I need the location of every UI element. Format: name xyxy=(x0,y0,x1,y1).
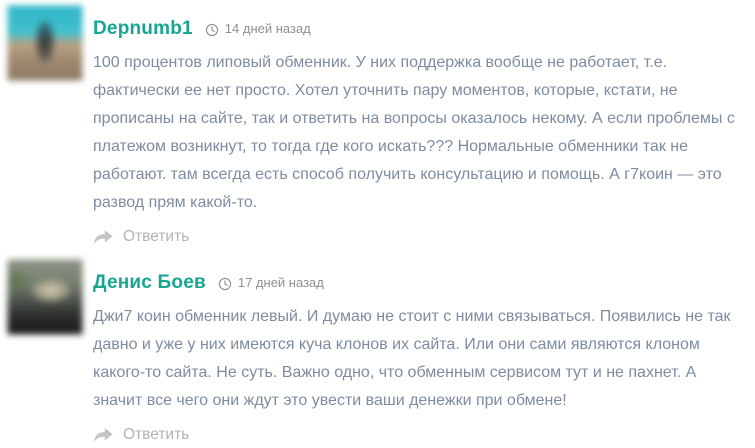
comment-author[interactable]: Depnumb1 xyxy=(93,18,193,39)
comment-time-text: 14 дней назад xyxy=(224,21,311,36)
reply-arrow-icon xyxy=(93,427,114,443)
clock-icon xyxy=(205,22,219,36)
comment-timestamp xyxy=(205,18,311,40)
comment-body xyxy=(93,12,745,250)
comment-timestamp xyxy=(218,272,324,294)
comment xyxy=(14,12,745,250)
reply-button[interactable] xyxy=(93,226,189,248)
avatar-photo xyxy=(8,260,83,335)
comment-time-text: 17 дней назад xyxy=(237,275,324,290)
comment-author[interactable]: Денис Боев xyxy=(93,272,206,293)
avatar[interactable] xyxy=(14,12,76,74)
comment-body xyxy=(93,266,745,448)
comment-text: 100 процентов липовый обменник. У них поддержка вообще не работает, т.е. фактически ее нет просто. Хотел уточнить пару моментов, которые, кстати, не прописаны на сайте, так и ответить на вопросы оказалось некому. А если проблемы с платежом возникнут, то тогда где кого искать??? Нормальные обменники так не работают. там всегда есть способ получить консультацию и помощь. А г7коин — это развод прям какой-то. xyxy=(93,54,735,211)
comment-text: Джи7 коин обменник левый. И думаю не стоит с ними связываться. Появились не так давно и уже у них имеются куча клонов их сайта. Или они сами являются клоном какого-то сайта. Не суть. Важно одно, что обменным сервисом тут и не пахнет. А значит все чего они ждут это увести ваши денежки при обмене! xyxy=(93,308,731,409)
reply-button[interactable] xyxy=(93,424,189,446)
clock-icon xyxy=(218,276,232,290)
avatar-photo xyxy=(8,6,83,81)
reply-arrow-icon xyxy=(93,229,114,245)
reply-label: Ответить xyxy=(123,426,190,443)
comment-header xyxy=(93,18,745,40)
comment xyxy=(14,266,745,448)
reply-label: Ответить xyxy=(123,228,190,245)
avatar[interactable] xyxy=(14,266,76,328)
comment-header xyxy=(93,272,745,294)
